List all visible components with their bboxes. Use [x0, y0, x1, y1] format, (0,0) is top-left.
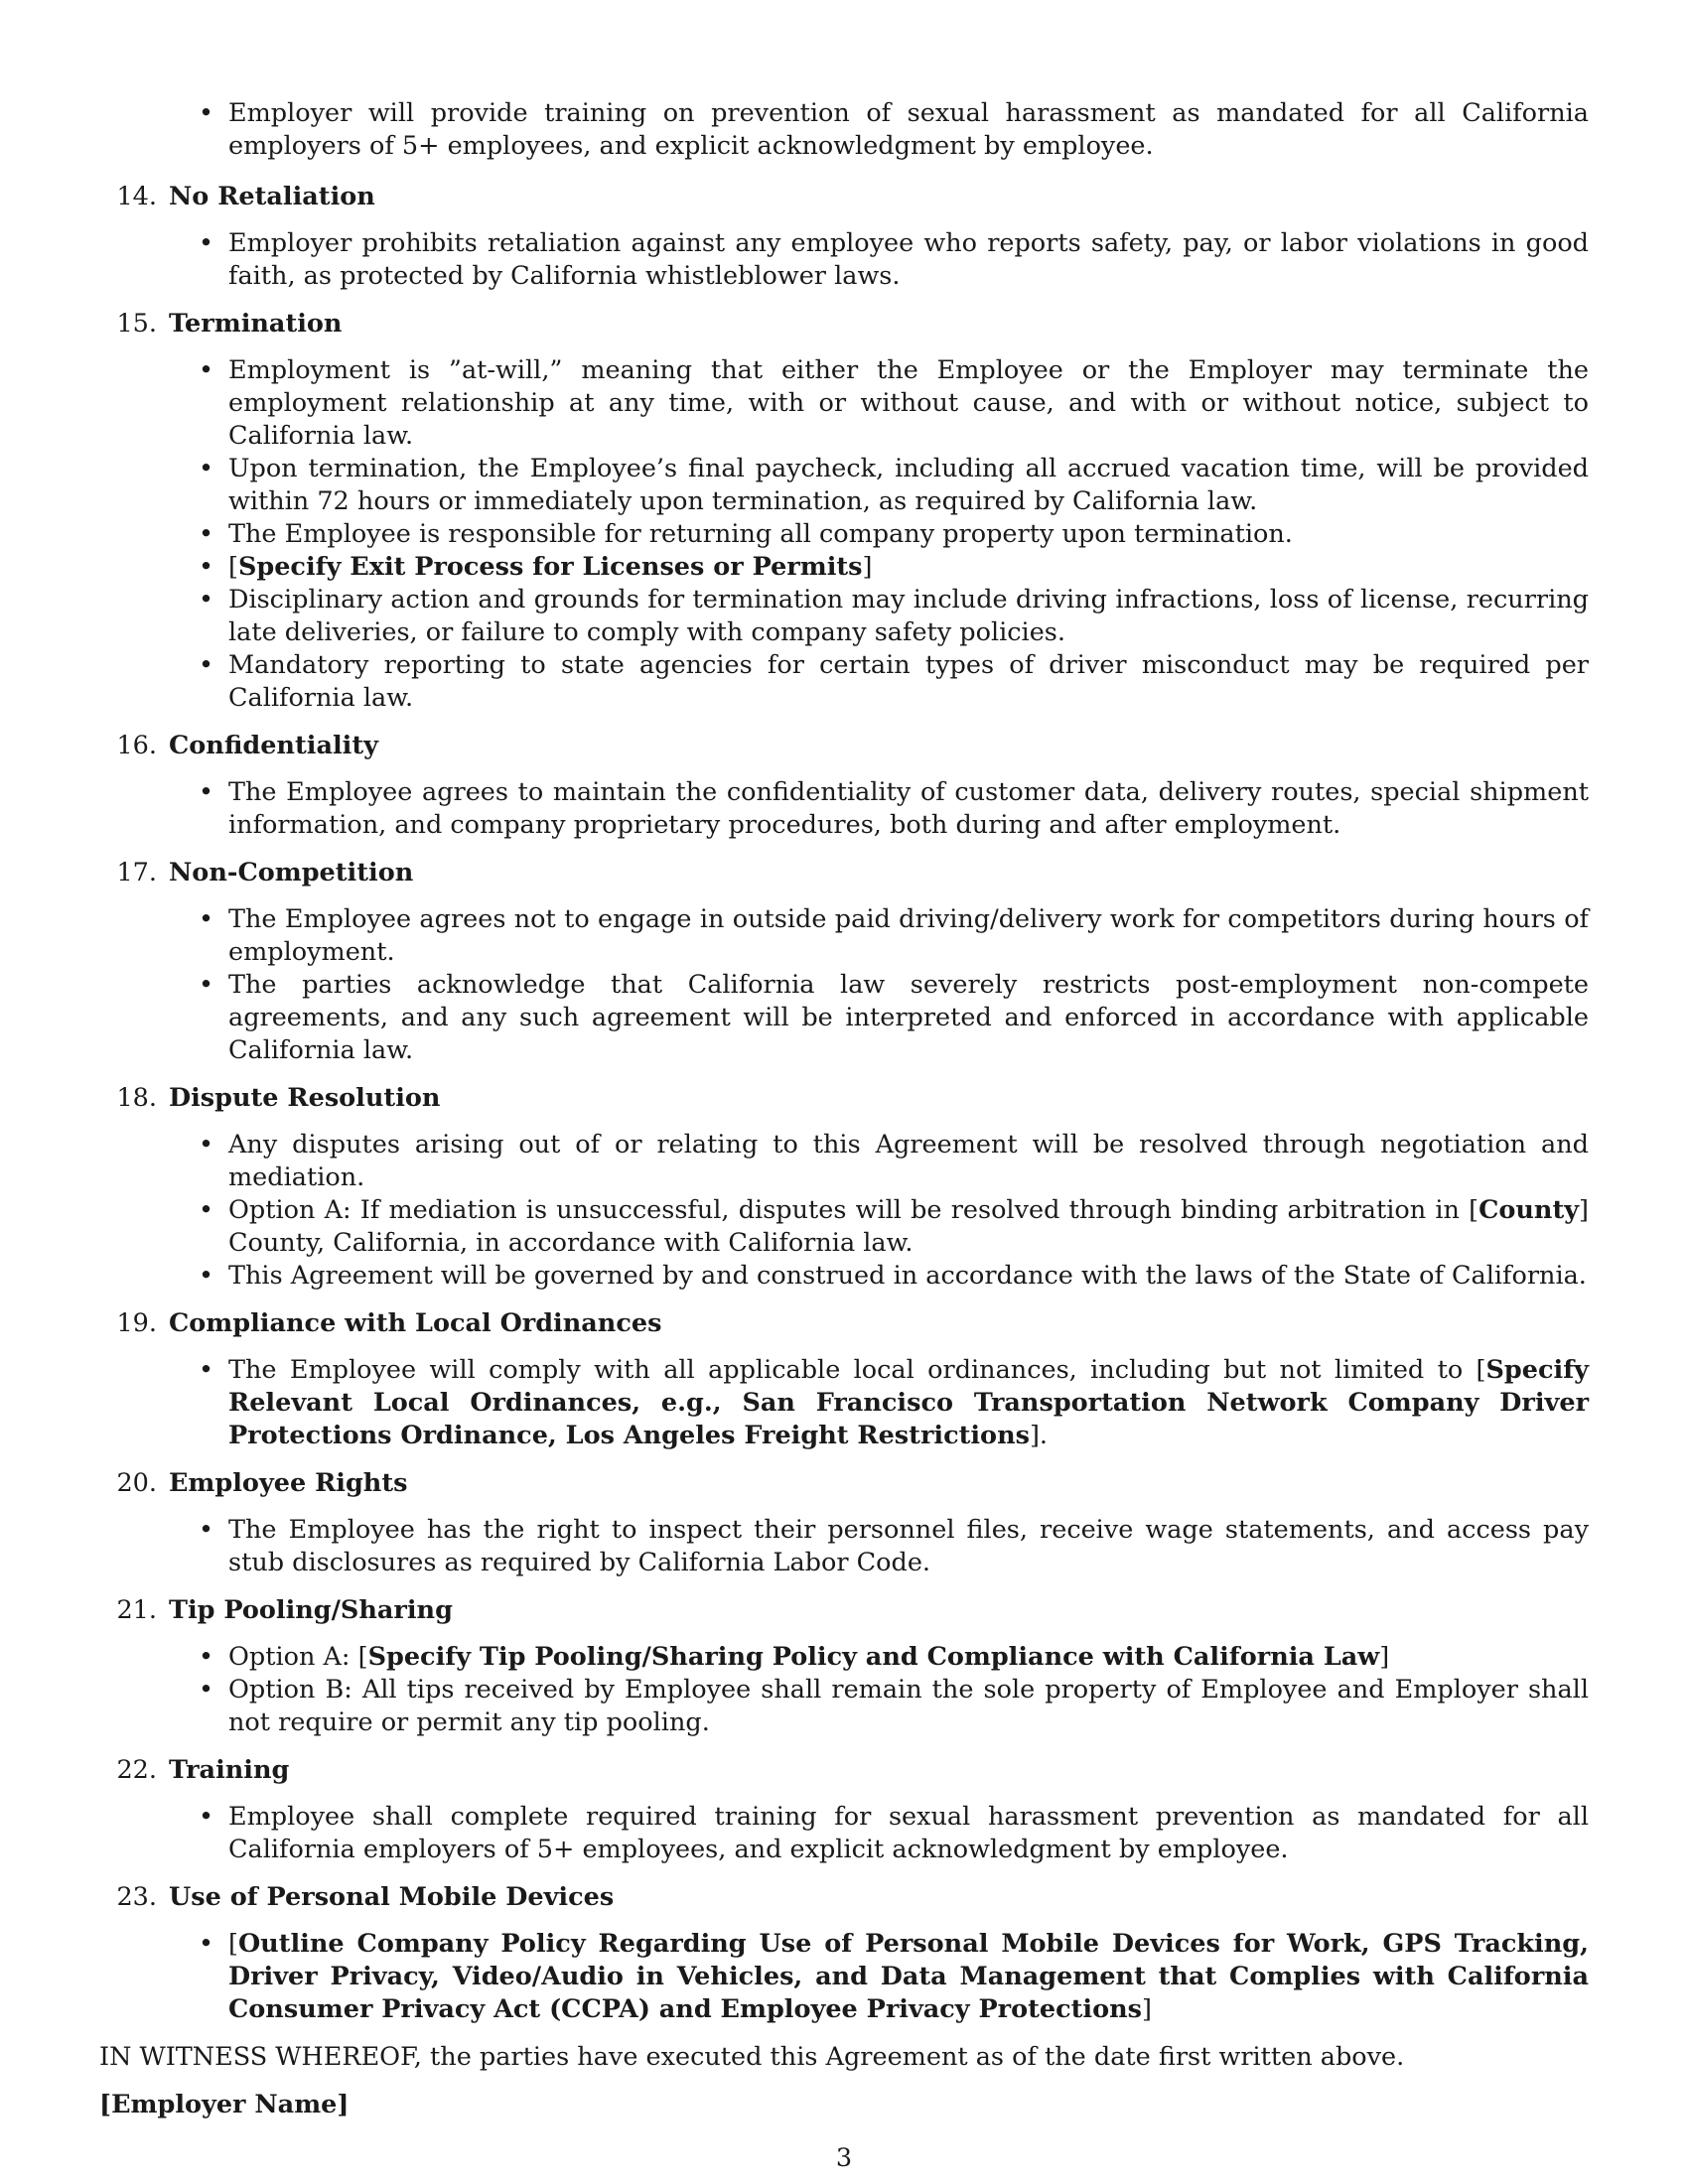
list-item: [99, 1641, 1589, 1674]
section-number: 20.: [116, 1468, 157, 1498]
section-bullets: [99, 903, 1589, 1067]
section-bullets: [99, 1928, 1589, 2026]
section-list: [99, 181, 1589, 2026]
bullet-text: • Option B: All tips received by Employee shall remain the sole property of Employee and Employer shall not require or permit any tip pooling.: [228, 1675, 1589, 1737]
section-number: 22.: [116, 1755, 157, 1785]
section-heading: [99, 1467, 1589, 1500]
continued-bullets: [99, 97, 1589, 163]
list-item: [99, 453, 1589, 518]
list-item: [99, 97, 1589, 163]
section-heading: [99, 857, 1589, 889]
section-heading: [99, 1082, 1589, 1115]
section-19: [99, 1307, 1589, 1452]
section-bullets: [99, 354, 1589, 715]
section-number: 15.: [116, 309, 157, 339]
section-number: 18.: [116, 1083, 157, 1113]
bullet-text: • The parties acknowledge that California law severely restricts post-employment non-compete agreements, and any such agreement will be interpreted and enforced in accordance with applicable California law.: [228, 970, 1589, 1065]
section-bullets: [99, 1129, 1589, 1293]
list-item: [99, 1514, 1589, 1579]
list-item: [99, 1674, 1589, 1739]
list-item: [99, 1129, 1589, 1194]
bullet-text: • The Employee is responsible for returning all company property upon termination.: [228, 519, 1293, 549]
section-number: 19.: [116, 1308, 157, 1338]
section-heading: [99, 1754, 1589, 1787]
list-item: [99, 227, 1589, 293]
bullet-text: • Employer will provide training on prevention of sexual harassment as mandated for all California employers of 5+ employees, and explicit acknowledgment by employee.: [228, 98, 1589, 161]
bullet-text: • The Employee has the right to inspect their personnel files, receive wage statements, and access pay stub disclosures as required by California Labor Code.: [228, 1515, 1589, 1577]
list-item: [99, 551, 1589, 584]
list-item: [99, 1928, 1589, 2026]
list-item: [99, 1354, 1589, 1452]
section-title: Dispute Resolution: [169, 1083, 441, 1113]
list-item: [99, 584, 1589, 649]
list-item: [99, 354, 1589, 453]
section-20: [99, 1467, 1589, 1579]
section-title: Compliance with Local Ordinances: [169, 1308, 662, 1338]
section-bullets: [99, 227, 1589, 293]
list-item: [99, 1801, 1589, 1866]
list-item: [99, 903, 1589, 969]
section-14: [99, 181, 1589, 293]
section-heading: [99, 1307, 1589, 1340]
section-title: Non-Competition: [169, 858, 414, 887]
bullet-text: • [Specify Exit Process for Licenses or Permits]: [228, 552, 873, 582]
bullet-text: • The Employee agrees to maintain the confidentiality of customer data, delivery routes, special shipment information, and company proprietary procedures, both during and after employment.: [228, 777, 1589, 840]
section-number: 16.: [116, 731, 157, 760]
bullet-text: • [Outline Company Policy Regarding Use of Personal Mobile Devices for Work, GPS Tracking, Driver Privacy, Video/Audio in Vehicles, and Data Management that Complies with California Consumer Privacy Act (CCPA) and Employee Privacy Protections]: [228, 1929, 1589, 2024]
section-title: Use of Personal Mobile Devices: [169, 1882, 615, 1912]
bullet-text: • Mandatory reporting to state agencies for certain types of driver misconduct may be required per California law.: [228, 650, 1589, 713]
section-bullets: [99, 1354, 1589, 1452]
bullet-text: • Employee shall complete required training for sexual harassment prevention as mandated for all California employers of 5+ employees, and explicit acknowledgment by employee.: [228, 1802, 1589, 1864]
list-item: [99, 969, 1589, 1067]
section-title: Tip Pooling/Sharing: [169, 1595, 453, 1625]
bullet-text: • Option A: [Specify Tip Pooling/Sharing Policy and Compliance with California Law]: [228, 1642, 1390, 1672]
section-22: [99, 1754, 1589, 1866]
section-bullets: [99, 776, 1589, 842]
section-number: 14.: [116, 182, 157, 211]
bullet-text: • Any disputes arising out of or relating to this Agreement will be resolved through negotiation and mediation.: [228, 1130, 1589, 1192]
section-heading: [99, 308, 1589, 341]
section-title: No Retaliation: [169, 182, 375, 211]
section-heading: [99, 1594, 1589, 1627]
bullet-text: • The Employee will comply with all applicable local ordinances, including but not limited to [Specify Relevant Local Ordinances, e.g., San Francisco Transportation Network Company Driver Protections Ordinance, Los Angeles Freight Restrictions].: [228, 1355, 1589, 1450]
closing-statement: IN WITNESS WHEREOF, the parties have executed this Agreement as of the date first written above.: [99, 2042, 1405, 2072]
list-item: [99, 1260, 1589, 1293]
list-item: [99, 776, 1589, 842]
page-number: 3: [835, 2143, 853, 2173]
section-number: 21.: [116, 1595, 157, 1625]
section-18: [99, 1082, 1589, 1293]
section-number: 17.: [116, 858, 157, 887]
document-body: [99, 97, 1589, 2121]
bullet-text: • The Employee agrees not to engage in outside paid driving/delivery work for competitors during hours of employment.: [228, 904, 1589, 967]
employer-signature-line: [Employer Name]: [99, 2090, 350, 2119]
list-item: [99, 649, 1589, 715]
section-bullets: [99, 1641, 1589, 1739]
bullet-text: • Employer prohibits retaliation against any employee who reports safety, pay, or labor violations in good faith, as protected by California whistleblower laws.: [228, 228, 1589, 291]
bullet-text: • Employment is ”at-will,” meaning that either the Employee or the Employer may terminate the employment relationship at any time, with or without cause, and with or without notice, subject to California law.: [228, 355, 1589, 451]
bullet-text: • Upon termination, the Employee’s final paycheck, including all accrued vacation time, will be provided within 72 hours or immediately upon termination, as required by California law.: [228, 454, 1589, 516]
section-title: Employee Rights: [169, 1468, 408, 1498]
bullet-text: • Option A: If mediation is unsuccessful, disputes will be resolved through binding arbitration in [County] County, California, in accordance with California law.: [228, 1195, 1589, 1258]
list-item: [99, 1194, 1589, 1260]
section-bullets: [99, 1514, 1589, 1579]
section-23: [99, 1881, 1589, 2026]
section-16: [99, 730, 1589, 842]
section-title: Training: [169, 1755, 290, 1785]
section-heading: [99, 730, 1589, 762]
bullet-text: • This Agreement will be governed by and construed in accordance with the laws of the State of California.: [228, 1261, 1587, 1291]
section-heading: [99, 1881, 1589, 1914]
bullet-text: • Disciplinary action and grounds for termination may include driving infractions, loss of license, recurring late deliveries, or failure to comply with company safety policies.: [228, 585, 1589, 647]
list-item: [99, 518, 1589, 551]
section-17: [99, 857, 1589, 1067]
section-title: Termination: [169, 309, 343, 339]
section-bullets: [99, 1801, 1589, 1866]
section-21: [99, 1594, 1589, 1739]
section-heading: [99, 181, 1589, 213]
section-15: [99, 308, 1589, 715]
section-number: 23.: [116, 1882, 157, 1912]
section-title: Confidentiality: [169, 731, 378, 760]
